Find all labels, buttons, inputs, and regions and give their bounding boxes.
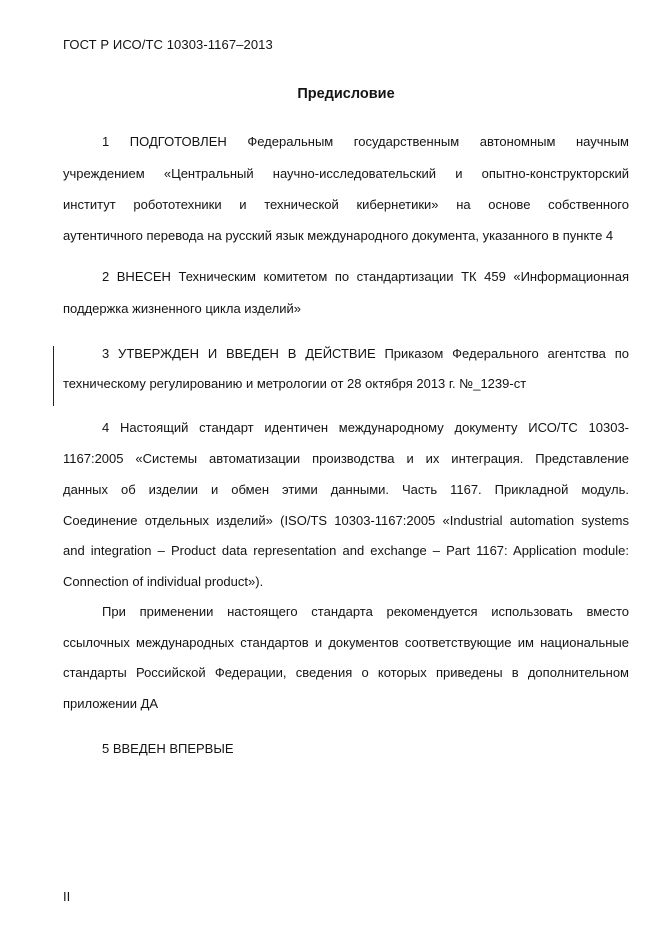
item-3-line-1: 3 УТВЕРЖДЕН И ВВЕДЕН В ДЕЙСТВИЕ Приказом Федерального агентства по xyxy=(102,346,629,361)
note-line-4: приложении ДА xyxy=(63,696,159,711)
item-2-line-2: поддержка жизненного цикла изделий» xyxy=(63,301,301,316)
item-1-line-1: 1 ПОДГОТОВЛЕН Федеральным государственным автономным научным xyxy=(102,134,629,149)
note-line-2: ссылочных международных стандартов и документов соответствующие им национальные xyxy=(63,635,629,650)
item-4-line-2: 1167:2005 «Системы автоматизации производства и их интеграция. Представление xyxy=(63,451,629,466)
page-title: Предисловие xyxy=(297,86,395,102)
item-1-line-4: аутентичного перевода на русский язык международного документа, указанного в пункте 4 xyxy=(63,228,614,243)
item-2-line-1: 2 ВНЕСЕН Техническим комитетом по стандартизации ТК 459 «Информационная xyxy=(102,269,629,284)
page-number: II xyxy=(63,889,71,904)
item-4-line-1: 4 Настоящий стандарт идентичен международному документу ИСО/ТС 10303- xyxy=(102,420,629,435)
item-4-line-3: данных об изделии и обмен этими данными. Часть 1167. Прикладной модуль. xyxy=(63,482,629,497)
item-1-line-2: учреждением «Центральный научно-исследовательский и опытно-конструкторский xyxy=(63,166,629,181)
item-4-line-4: Соединение отдельных изделий» (ISO/TS 10303-1167:2005 «Industrial automation systems xyxy=(63,513,629,528)
change-bar xyxy=(53,346,54,406)
item-4-line-5: and integration – Product data representation and exchange – Part 1167: Application module: xyxy=(63,543,629,558)
item-1-line-3: институт робототехники и технической кибернетики» на основе собственного xyxy=(63,197,629,212)
item-4-line-6: Connection of individual product»). xyxy=(63,574,264,589)
note-line-3: стандарты Российской Федерации, сведения о которых приведены в дополнительном xyxy=(63,665,629,680)
note-line-1: При применении настоящего стандарта рекомендуется использовать вместо xyxy=(102,604,629,619)
item-5-line-1: 5 ВВЕДЕН ВПЕРВЫЕ xyxy=(102,741,234,756)
standard-code-header: ГОСТ Р ИСО/ТС 10303-1167–2013 xyxy=(63,37,273,52)
item-3-line-2: техническому регулированию и метрологии от 28 октября 2013 г. №_1239-ст xyxy=(63,376,527,391)
